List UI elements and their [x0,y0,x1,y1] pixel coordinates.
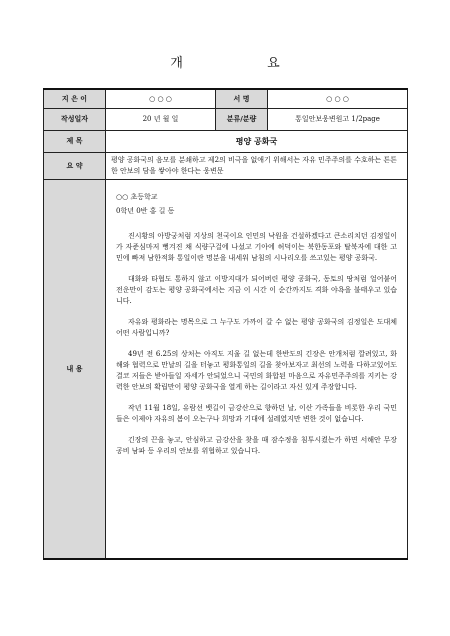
author-row [44,89,408,108]
content-row [44,179,408,559]
category-label: 분류/분량 [216,108,268,130]
author-label: 지 은 이 [44,89,106,108]
author-value: ○ ○ ○ [106,89,216,108]
summary-value: 평양 공화국의 음모를 분쇄하고 제2의 비극을 없애기 위해서는 자유 민주주의를 수호하는 튼튼한 안보의 담을 쌓아야 한다는 웅변문 [106,152,408,179]
document-title: 개 요 [170,56,320,71]
signature-value: ○ ○ ○ [268,89,408,108]
content-paragraph: 자유와 평화라는 명목으로 그 누구도 가까이 갈 수 없는 평양 공화국의 김정일은 도대체 어떤 사람입니까? [116,317,397,337]
content-body [106,179,408,559]
summary-label: 요 약 [44,152,106,179]
topic-value: 평양 공화국 [106,130,408,152]
content-paragraph: 진시황의 아방궁처럼 지상의 천국이요 인민의 낙원을 건설하겠다고 큰소리치던 김정일이가 자준심마저 뻥겨진 채 식량구걸에 나섰고 기아에 허덕이는 북한동포와 탈북자에 대한 고민에 빠져 남한적화 통일이란 명분을 내세워 남침의 시나리오를 쓰고있는 평양 공화국. [116,231,397,262]
signature-label: 서 명 [216,89,268,108]
date-value: 20 년 월 일 [106,108,216,130]
date-row [44,108,408,130]
overview-form [43,88,408,560]
content-label: 내 용 [44,179,106,559]
content-paragraph: 작년 11월 18일, 유람선 뱃길이 금강산으로 향하던 날, 이산 가족들을 비롯한 우리 국민들은 이제야 자유의 봄이 오는구나 희망과 기대에 설레였지만 변한 것이 없습니다. [116,403,397,423]
school-name: ○○ 초등학교 [116,192,158,201]
student-name: 0학년 0반 홍 길 동 [116,206,175,215]
date-label: 작성일자 [44,108,106,130]
topic-row [44,130,408,152]
content-paragraph: 49년 전 6.25의 상처는 아직도 지울 길 없는데 한반도의 긴장은 안개처럼 깔려있고, 화해와 협력으로 만날의 길을 터놓고 평화통일의 길을 찾아보자고 최선의 노력을 다하고있어도 결코 저들은 받아들일 자세가 안되었으니 국민의 화합된 마음으로 자유민주주의를 지키는 강력한 안보의 확립만이 평양 공화국을 열게 하는 길이라고 자신 있게 주장합니다. [116,349,397,391]
summary-row [44,152,408,179]
content-paragraph: 긴장의 끈을 놓고, 안심하고 금강산을 찾을 때 잠수정을 침투시켰는가 하면 서해안 무장공비 남파 등 우리의 안보를 위협하고 있습니다. [116,435,397,455]
topic-label: 제 목 [44,130,106,152]
content-paragraph: 대화와 타협도 통하지 않고 이방지대가 되어버린 평양 공화국, 동토의 땅처럼 얼어붙어 전운만이 감도는 평양 공화국에서는 지금 이 시간 이 순간까지도 격화 야욕을 불태우고 있습니다. [116,274,397,305]
category-value: 통일안보웅변원고 1/2page [268,108,408,130]
